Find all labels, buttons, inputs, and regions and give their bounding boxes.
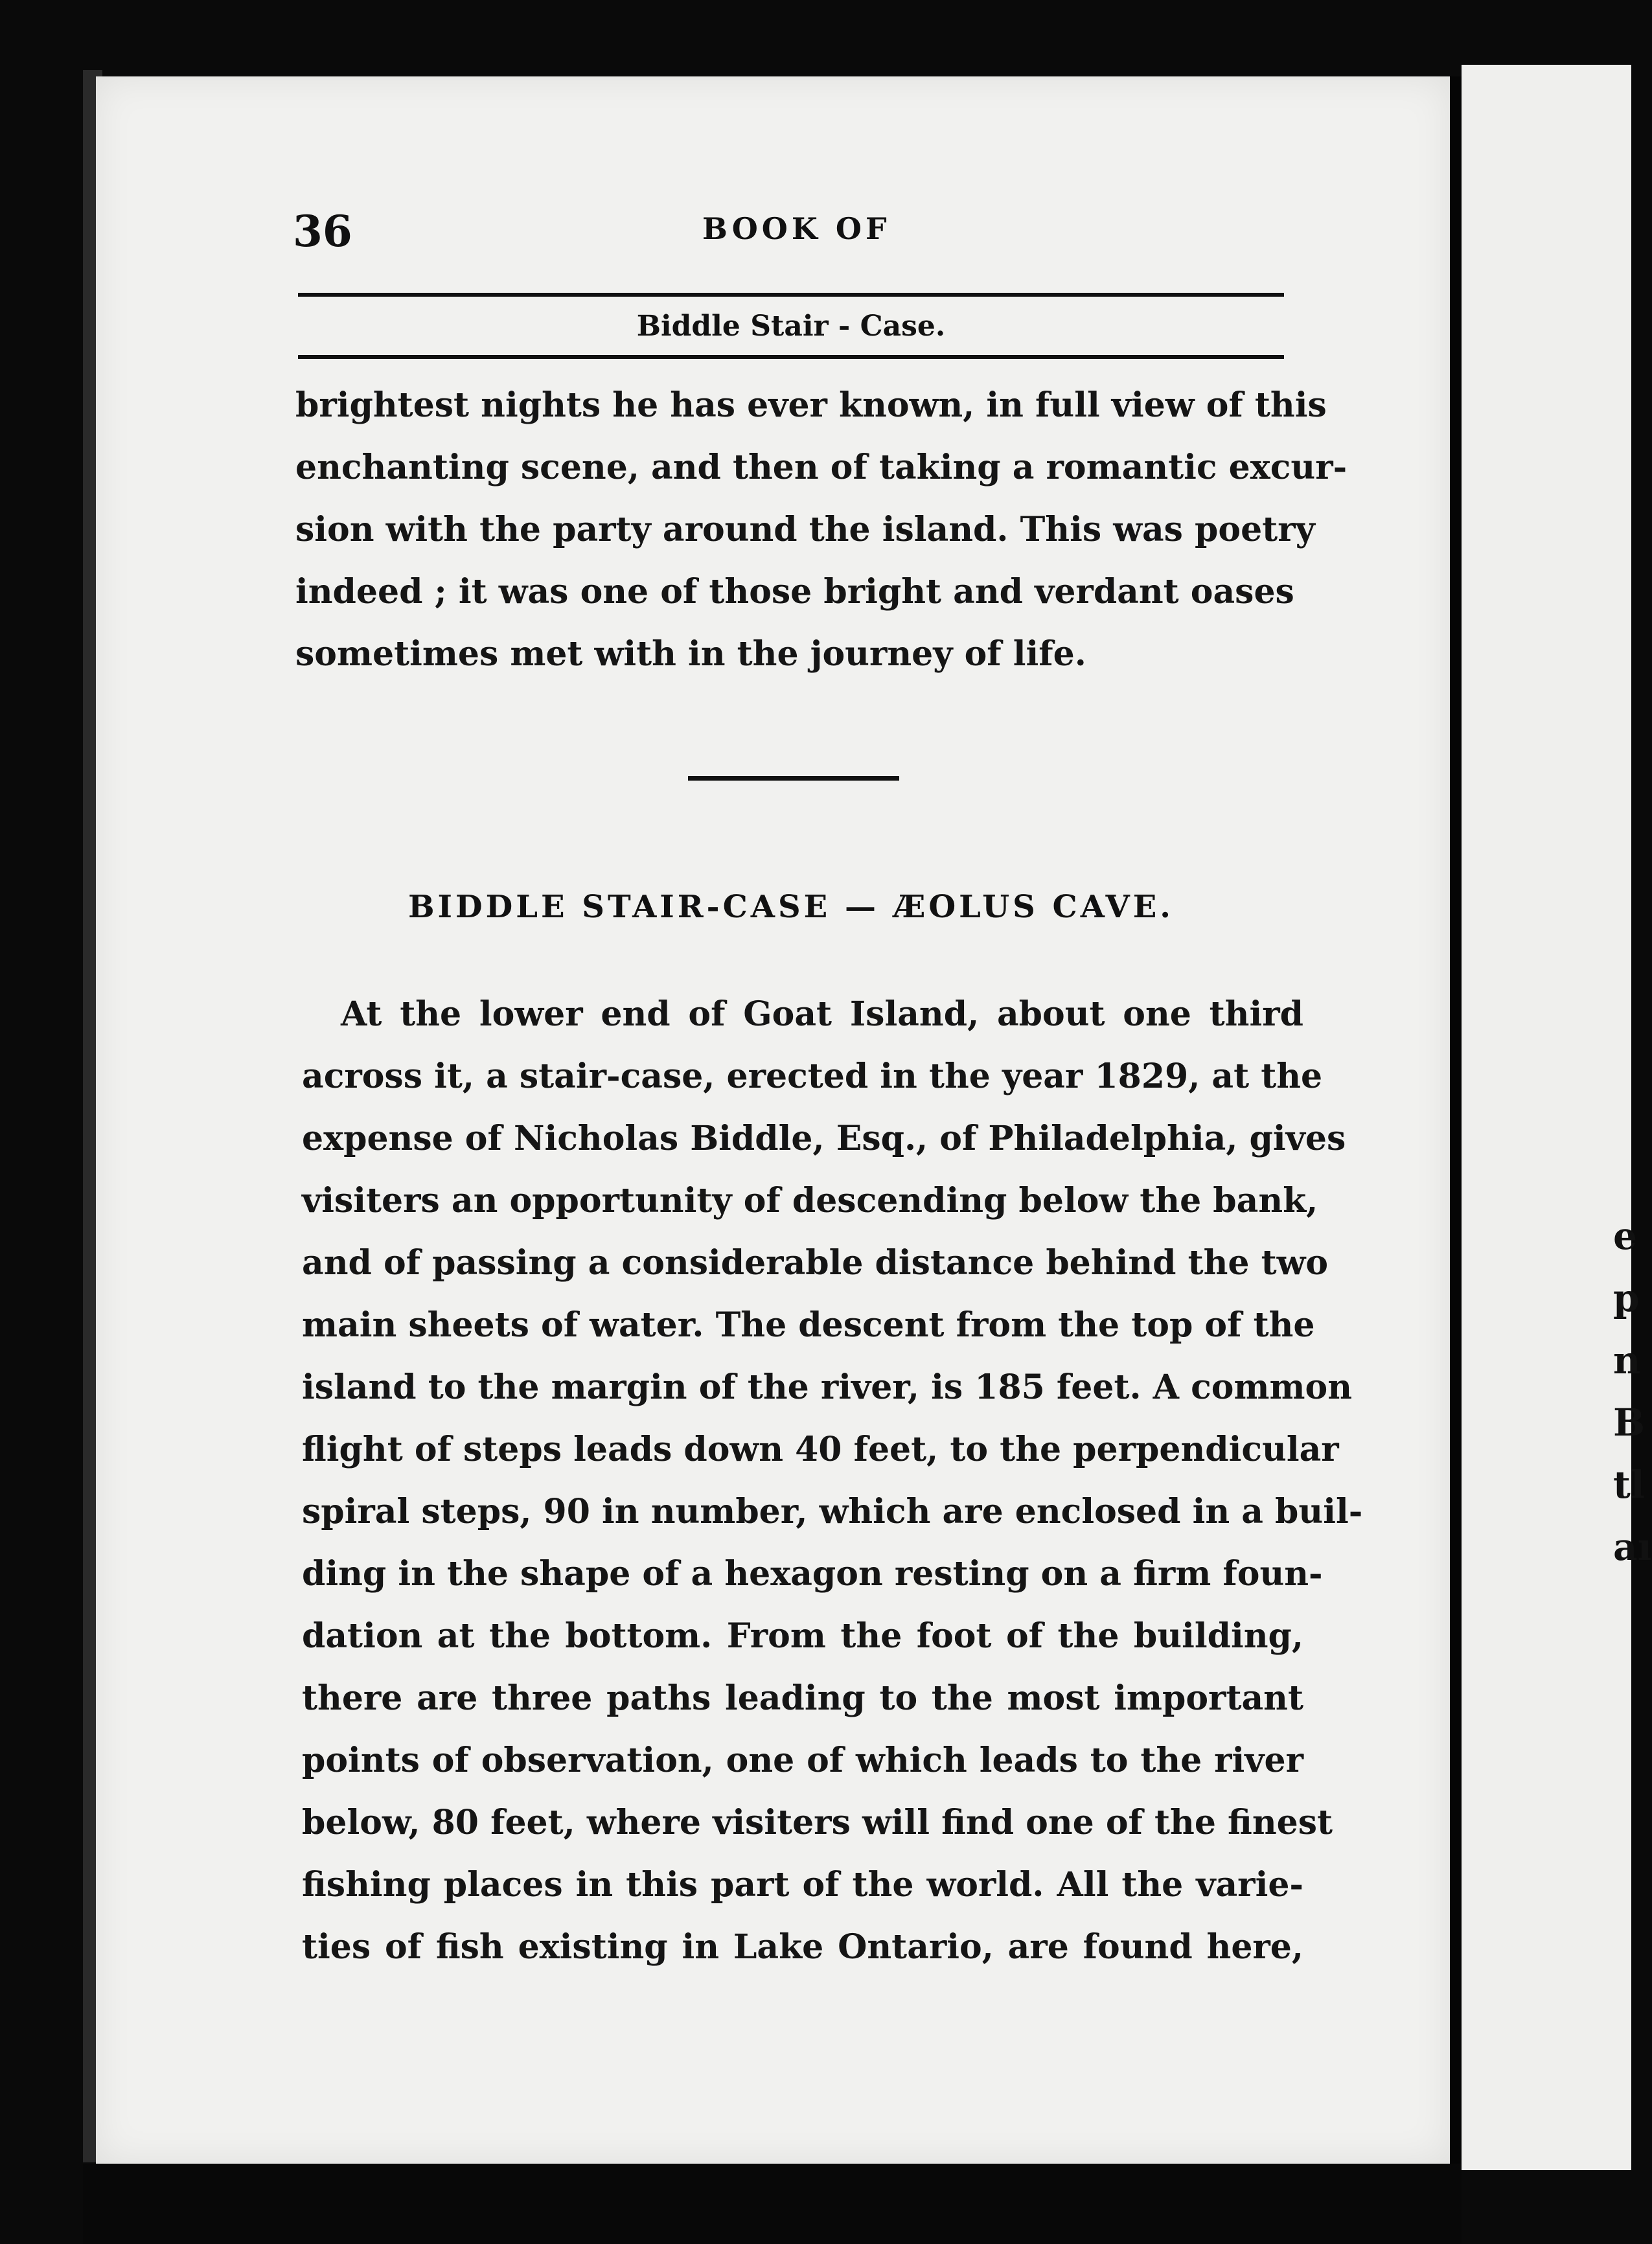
section-subheading: Biddle Stair - Case. [636, 310, 946, 343]
text-line: ties of fish existing in Lake Ontario, are found here, [302, 1927, 1303, 1967]
text-line: ding in the shape of a hexagon resting on a firm foun- [302, 1554, 1323, 1594]
running-title: BOOK OF [702, 211, 891, 246]
text-line: dation at the bottom. From the foot of the building, [302, 1616, 1303, 1656]
text-line: main sheets of water. The descent from the top of the [302, 1305, 1315, 1345]
page-header [293, 206, 1287, 258]
text-line: flight of steps leads down 40 feet, to the perpendicular [302, 1430, 1339, 1469]
text-line: sion with the party around the island. This was poetry [295, 510, 1315, 549]
text-line: spiral steps, 90 in number, which are enclosed in a buil- [302, 1492, 1363, 1531]
text-line: island to the margin of the river, is 185 feet. A common [302, 1368, 1353, 1407]
fragment-line: p [1613, 1276, 1640, 1320]
header-rule-top [298, 293, 1284, 297]
text-line: points of observation, one of which leads to the river [302, 1741, 1303, 1780]
fragment-line: e [1613, 1214, 1637, 1258]
fragment-line: aı [1613, 1525, 1652, 1569]
text-line: below, 80 feet, where visiters will find one of the finest [302, 1803, 1333, 1842]
book-spine [1450, 76, 1462, 2164]
paragraph-main [302, 983, 1363, 1978]
text-line: fishing places in this part of the world. All the varie- [302, 1865, 1303, 1905]
text-line: At the lower end of Goat Island, about one third [341, 994, 1303, 1034]
fragment-line: B [1613, 1401, 1646, 1445]
text-line: and of passing a considerable distance behind the two [302, 1243, 1329, 1283]
section-heading: BIDDLE STAIR-CASE — ÆOLUS CAVE. [407, 889, 1174, 925]
paragraph-continued [295, 374, 1348, 685]
facing-page-fragment [1613, 1205, 1652, 1578]
text-line: enchanting scene, and then of taking a romantic excur- [295, 448, 1348, 487]
text-line: indeed ; it was one of those bright and verdant oases [295, 572, 1294, 612]
text-line: expense of Nicholas Biddle, Esq., of Philadelphia, gives [302, 1119, 1346, 1158]
text-line: there are three paths leading to the most important [302, 1678, 1303, 1718]
header-rule-bottom [298, 355, 1284, 359]
page-number: 36 [293, 206, 352, 257]
fragment-line: tl [1613, 1463, 1645, 1507]
scan-border [83, 2164, 1462, 2244]
text-line: brightest nights he has ever known, in full view of this [295, 385, 1327, 425]
fragment-line: n [1613, 1338, 1641, 1382]
section-divider [688, 776, 899, 781]
text-line: visiters an opportunity of descending below the bank, [302, 1181, 1318, 1220]
text-line: across it, a stair-case, erected in the year 1829, at the [302, 1057, 1323, 1096]
text-line: sometimes met with in the journey of life. [295, 634, 1086, 674]
